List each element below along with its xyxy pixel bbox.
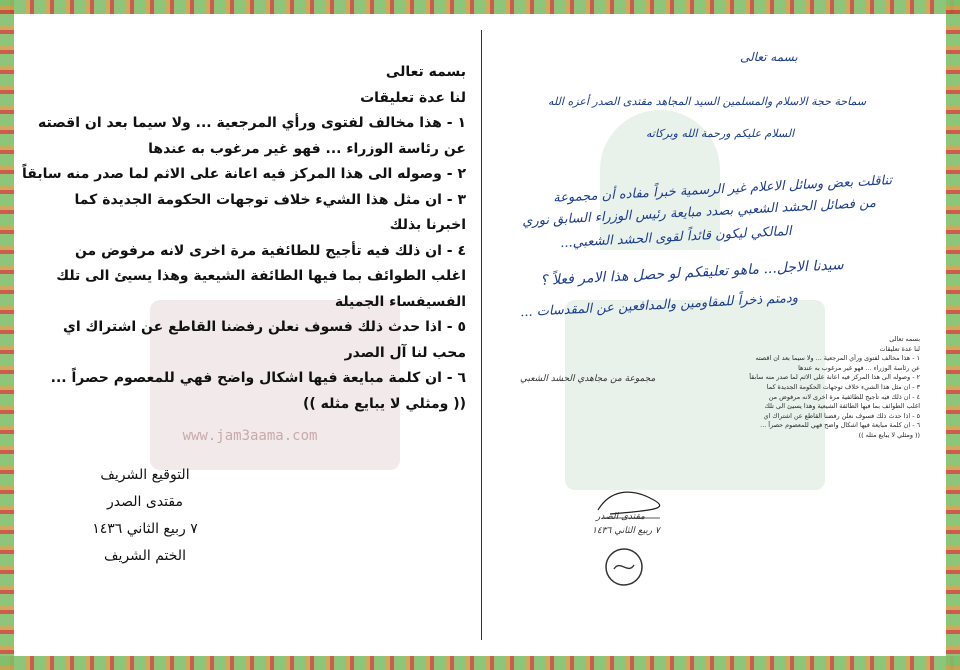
reply-line: ٥ - اذا حدث ذلك فسوف نعلن رفضنا القاطع عن اشتراك اي [763,411,920,420]
handwritten-question-line: سيدنا الاجل... ماهو تعليقكم لو حصل هذا الامر فعلاً ؟ [539,257,845,289]
decorative-border-right [946,0,960,670]
signature-block [60,462,230,570]
page-divider [481,30,482,640]
handwritten-group-signature: مجموعة من مجاهدي الحشد الشعبي [520,374,656,384]
reply-line: ١ - هذا مخالف لفتوى ورأي المرجعية ... ولا سيما بعد ان اقصته [755,354,920,363]
transcription-line: (( ومثلي لا يبايع مثله )) [303,395,466,412]
transcription-line: ٢ - وصوله الى هذا المركز فيه اعانة على الاثم لما صدر منه سابقاً [22,166,466,182]
transcription-line: الفسيفساء الجميلة [334,293,466,310]
transcription-line: ٦ - ان كلمة مبايعة فيها اشكال واضح فهي للمعصوم حصراً ... [50,370,466,386]
reply-line: ٢ - وصوله الى هذا المركز فيه اعانة على الاثم لما صدر منه سابقاً [749,373,920,382]
reply-line: ٣ - ان مثل هذا الشيء خلاف توجهات الحكومة الجديدة كما [766,382,920,391]
signature-line: ٧ ربيع الثاني ١٤٣٦ [92,521,198,537]
transcription-line: محب لنا آل الصدر [344,344,466,361]
transcription-line: ١ - هذا مخالف لفتوى ورأي المرجعية ... ولا سيما بعد ان اقصته [38,115,466,131]
transcription-line: اخبرنا بذلك [389,217,466,233]
decorative-border-left [0,0,14,670]
reply-line: ٦ - ان كلمة مبايعة فيها اشكال واضح فهي للمعصوم حصراً ... [760,421,920,430]
watermark-url: www.jam3aama.com [182,428,318,444]
handwritten-signature-icon [590,480,670,530]
transcription-line: اغلب الطوائف بما فيها الطائفة الشيعية وهذا يسيئ الى تلك [56,268,466,284]
signature-line: مقتدى الصدر [107,494,183,510]
handwritten-question-line: ودمتم ذخراً للمقاومين والمدافعين عن المقدسات ... [519,290,799,321]
handwritten-basmala: بسمه تعالى [740,50,798,64]
reply-signature-date: ٧ ربيع الثاني ١٤٣٦ [592,526,660,536]
seal-stamp-icon [602,545,646,589]
reply-line: بسمه تعالى [889,335,920,343]
handwritten-salutation: سماحة حجة الاسلام والمسلمين السيد المجاهد مقتدى الصدر أعزه الله [548,95,867,108]
reply-line: لنا عدة تعليقات [879,344,920,353]
reply-line: عن رئاسة الوزراء ... فهو غير مرغوب به عندها [798,363,920,372]
transcription-line: ٣ - ان مثل هذا الشيء خلاف توجهات الحكومة الجديدة كما [74,191,466,208]
transcription-text [22,60,466,417]
handwritten-greeting: السلام عليكم ورحمة الله وبركاته [646,127,795,140]
transcription-line: لنا عدة تعليقات [360,89,466,106]
transcription-line: ٥ - اذا حدث ذلك فسوف نعلن رفضنا القاطع عن اشتراك اي [63,319,466,335]
reply-line: اغلب الطوائف بما فيها الطائفة الشيعية وهذا يسيئ الى تلك [764,402,920,411]
signature-line: الختم الشريف [104,548,186,564]
handwritten-question-line: من فصائل الحشد الشعبي بصدد مبايعة رئيس الوزراء السابق نوري [521,195,877,230]
signature-line: التوقيع الشريف [100,467,190,483]
decorative-border-top [0,0,960,14]
transcription-line: ٤ - ان ذلك فيه تأجيج للطائفية مرة اخرى لانه مرفوض من [74,242,466,259]
reply-signature-name: مقتدى الصدر [596,512,645,522]
transcription-line: عن رئاسة الوزراء ... فهو غير مرغوب به عندها [148,140,466,157]
reply-line: (( ومثلي لا يبايع مثله )) [858,430,920,439]
handwritten-question-line: المالكي ليكون قائداً لقوى الحشد الشعبي... [559,223,792,252]
handwritten-reply [520,335,920,500]
reply-line: ٤ - ان ذلك فيه تأجيج للطائفية مرة اخرى لانه مرفوض من [768,392,920,401]
handwritten-question-line: تناقلت بعض وسائل الاعلام غير الرسمية خبراً مفاده أن مجموعة [552,173,893,206]
transcription-line: بسمه تعالى [385,64,466,80]
decorative-border-bottom [0,656,960,670]
